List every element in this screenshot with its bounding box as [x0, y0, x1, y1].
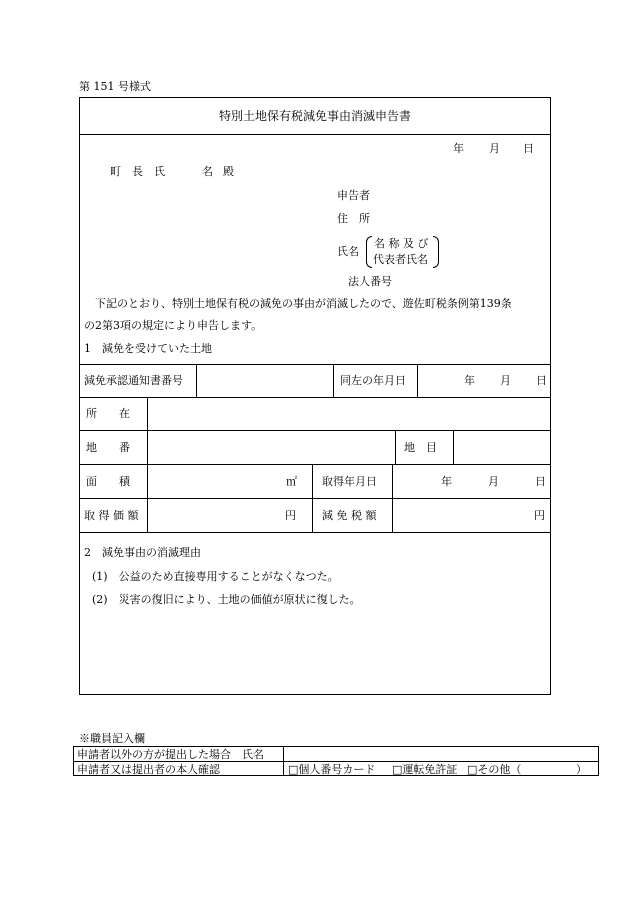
name-sub-label-1: 名 称 及 び [374, 237, 429, 250]
notice-date-day: 日 [536, 374, 547, 387]
applicant-label: 申告者 [337, 189, 370, 202]
staff-row2-label: 申請者又は提出者の本人確認 [77, 763, 220, 776]
option-my-number-card[interactable]: □個人番号カード [288, 763, 376, 776]
date-day-label: 日 [523, 142, 534, 155]
acquisition-date-year: 年 [441, 475, 452, 488]
acquisition-date-day: 日 [535, 475, 546, 488]
corp-number-label: 法人番号 [348, 275, 392, 288]
table-col-line [147, 397, 148, 532]
table-row-line [79, 430, 551, 431]
notice-date-month: 月 [500, 374, 511, 387]
option-other[interactable]: □その他（ [467, 763, 522, 776]
acquisition-date-month: 月 [488, 475, 499, 488]
table-col-line [392, 464, 393, 532]
addressee-char-3: 氏 [154, 165, 165, 178]
lot-number-label: 地 番 [86, 441, 130, 454]
addressee-char-1: 町 [110, 165, 121, 178]
acquisition-price-label: 取 得 価 額 [84, 509, 139, 522]
table-row-line [79, 397, 551, 398]
notice-date-year: 年 [464, 374, 475, 387]
table-row-line [79, 498, 551, 499]
staff-col-line [283, 746, 284, 776]
table-col-line [395, 430, 396, 464]
table-col-line [333, 364, 334, 397]
name-label: 氏名 [337, 245, 359, 258]
table-col-line [417, 364, 418, 397]
addressee-char-2: 長 [132, 165, 143, 178]
addressee-char-4: 名 [202, 165, 213, 178]
addressee-char-5: 殿 [223, 165, 234, 178]
option-other-close-paren: ） [576, 763, 587, 776]
option-drivers-license[interactable]: □運転免許証 [392, 763, 458, 776]
table-row-line [79, 464, 551, 465]
acquisition-price-unit: 円 [285, 509, 296, 522]
reason-item-1: (1) 公益のため直接専用することがなくなつた。 [92, 570, 339, 583]
land-category-label: 地 目 [404, 441, 437, 454]
section2-heading: 2 減免事由の消滅理由 [84, 546, 201, 559]
staff-heading: ※職員記入欄 [79, 732, 145, 745]
area-label: 面 積 [86, 475, 130, 488]
area-unit: ㎡ [286, 475, 297, 488]
date-month-label: 月 [489, 142, 500, 155]
address-label: 住 所 [337, 212, 370, 225]
location-label: 所 在 [86, 407, 130, 420]
body-text-line-2: の2第3項の規定により申告します。 [84, 319, 263, 332]
body-text-line-1: 下記のとおり、特別土地保有税の減免の事由が消滅したので、遊佐町税条例第139条 [95, 297, 512, 310]
table-row-line [79, 532, 551, 533]
form-number: 第 151 号様式 [79, 80, 151, 93]
title-divider [79, 134, 551, 135]
reason-item-2: (2) 災害の復旧により、土地の価値が原状に復した。 [92, 593, 361, 606]
table-col-line [312, 464, 313, 532]
notice-date-label: 同左の年月日 [340, 374, 406, 387]
table-col-line [453, 430, 454, 464]
exempt-amount-label: 減 免 税 額 [322, 509, 377, 522]
date-year-label: 年 [453, 142, 464, 155]
table-row-line [79, 364, 551, 365]
staff-row-line [73, 761, 599, 762]
name-sub-label-2: 代表者氏名 [373, 253, 428, 266]
left-bracket-icon [366, 236, 372, 268]
form-title: 特別土地保有税減免事由消滅申告書 [219, 109, 412, 123]
section1-heading: 1 減免を受けていた土地 [84, 342, 212, 355]
acquisition-date-label: 取得年月日 [322, 475, 377, 488]
right-bracket-icon [433, 236, 439, 268]
table-col-line [196, 364, 197, 397]
staff-row1-label: 申請者以外の方が提出した場合 氏名 [77, 748, 264, 761]
notice-number-label: 減免承認通知書番号 [84, 374, 183, 387]
exempt-amount-unit: 円 [534, 509, 545, 522]
